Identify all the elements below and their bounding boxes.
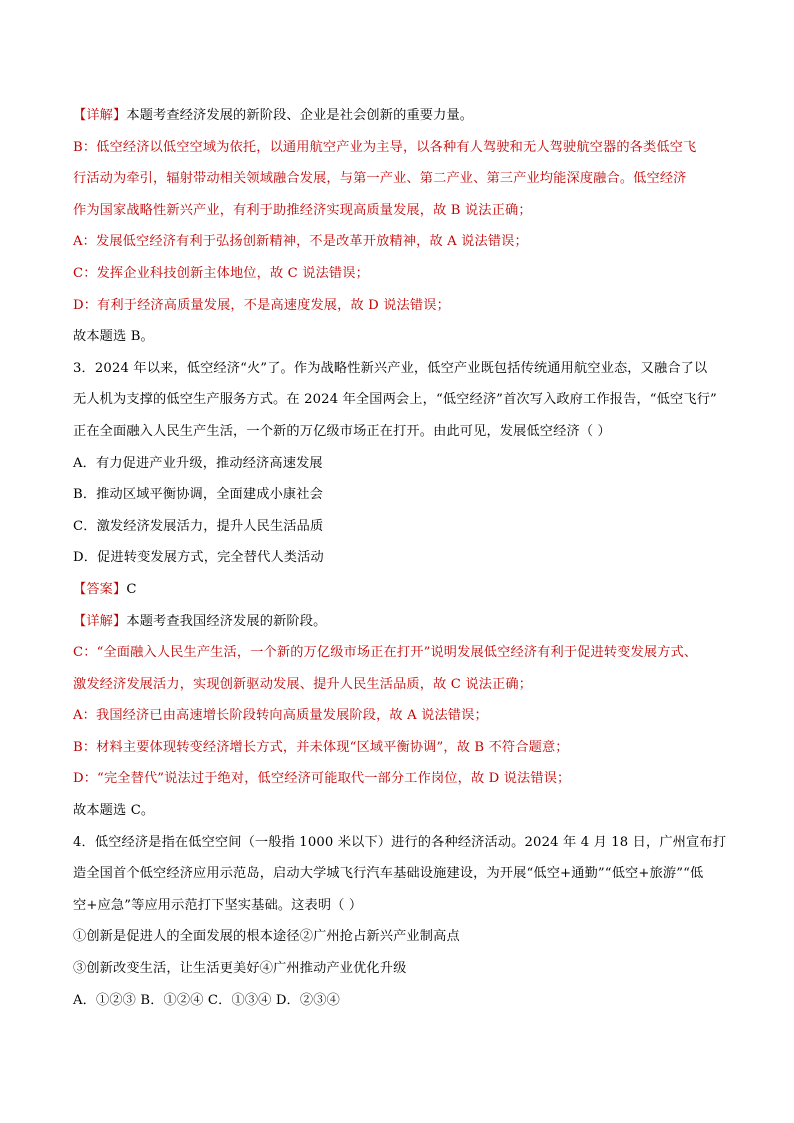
q3-option-d: D．促进转变发展方式，完全替代人类活动 <box>73 550 324 566</box>
answer-value: C <box>126 581 137 597</box>
q3-analysis-line: B：材料主要体现转变经济增长方式，并未体现“区域平衡协调”，故 B 不符合题意； <box>73 739 569 755</box>
q4-statements-line: ①创新是促进人的全面发展的根本途径②广州抢占新兴产业制高点 <box>73 929 460 945</box>
q3-stem-line: 无人机为支撑的低空生产服务方式。在 2024 年全国两会上，“低空经济”首次写入政府工作报告，“低空飞行” <box>73 392 717 408</box>
answer-tag: 【答案】 <box>73 581 127 597</box>
q4-options-line: A．①②③ B．①②④ C．①③④ D．②③④ <box>73 992 340 1008</box>
q3-option-b: B．推动区域平衡协调，全面建成小康社会 <box>73 487 323 503</box>
q2-analysis-line: A：发展低空经济有利于弘扬创新精神，不是改革开放精神，故 A 说法错误； <box>73 234 528 250</box>
analysis-tag: 【详解】 <box>73 108 127 123</box>
q2-analysis-line: D：有利于经济高质量发展，不是高速度发展，故 D 说法错误； <box>73 297 450 313</box>
q3-stem-line: 3．2024 年以来，低空经济“火”了。作为战略性新兴产业，低空产业既包括传统通用航空业态，又融合了以 <box>73 360 708 376</box>
q3-option-c: C．激发经济发展活力，提升人民生活品质 <box>73 518 324 534</box>
q2-conclusion: 故本题选 B。 <box>73 329 154 345</box>
q4-stem-line: 空+应急”等应用示范打下坚实基础。这表明（ ） <box>73 897 363 913</box>
q2-analysis-line: C：发挥企业科技创新主体地位，故 C 说法错误； <box>73 265 369 281</box>
q2-analysis-header <box>73 100 733 132</box>
q3-analysis-line: C：“全面融入人民生产生活，一个新的万亿级市场正在打开”说明发展低空经济有利于促进转变发展方式、 <box>73 645 698 661</box>
q3-analysis-line: A：我国经济已由高速增长阶段转向高质量发展阶段，故 A 说法错误； <box>73 708 488 724</box>
q2-analysis-line: 作为国家战略性新兴产业，有利于助推经济实现高质量发展，故 B 说法正确； <box>73 202 532 218</box>
q3-analysis-line: D：“完全替代”说法过于绝对，低空经济可能取代一部分工作岗位，故 D 说法错误； <box>73 771 571 787</box>
analysis-header-text: 本题考查经济发展的新阶段、企业是社会创新的重要力量。 <box>126 108 474 123</box>
q2-analysis-line: 行活动为牵引，辐射带动相关领域融合发展，与第一产业、第二产业、第三产业均能深度融合。低空经济 <box>73 171 687 187</box>
analysis-header-text: 本题考查我国经济发展的新阶段。 <box>126 613 327 629</box>
q2-analysis-line: B：低空经济以低空空域为依托，以通用航空产业为主导，以各种有人驾驶和无人驾驶航空器的各类低空飞 <box>73 139 697 155</box>
q3-stem-line: 正在全面融入人民生产生活，一个新的万亿级市场正在打开。由此可见，发展低空经济（ ） <box>73 423 611 439</box>
q4-stem-line: 造全国首个低空经济应用示范岛，启动大学城飞行汽车基础设施建设，为开展“低空+通勤”“低空+旅游”“低 <box>73 866 704 882</box>
q3-conclusion: 故本题选 C。 <box>73 803 155 819</box>
q3-analysis-header <box>73 606 733 638</box>
q3-option-a: A．有力促进产业升级，推动经济高速发展 <box>73 455 323 471</box>
q4-stem-line: 4．低空经济是指在低空空间（一般指 1000 米以下）进行的各种经济活动。2024 年 4 月 18 日，广州宣布打 <box>73 834 727 850</box>
q3-answer <box>73 574 733 606</box>
q4-statements-line: ③创新改变生活，让生活更美好④广州推动产业优化升级 <box>73 961 407 977</box>
analysis-tag: 【详解】 <box>73 613 127 629</box>
document-page <box>73 100 733 1016</box>
q3-analysis-line: 激发经济发展活力，实现创新驱动发展、提升人民生活品质，故 C 说法正确； <box>73 676 533 692</box>
